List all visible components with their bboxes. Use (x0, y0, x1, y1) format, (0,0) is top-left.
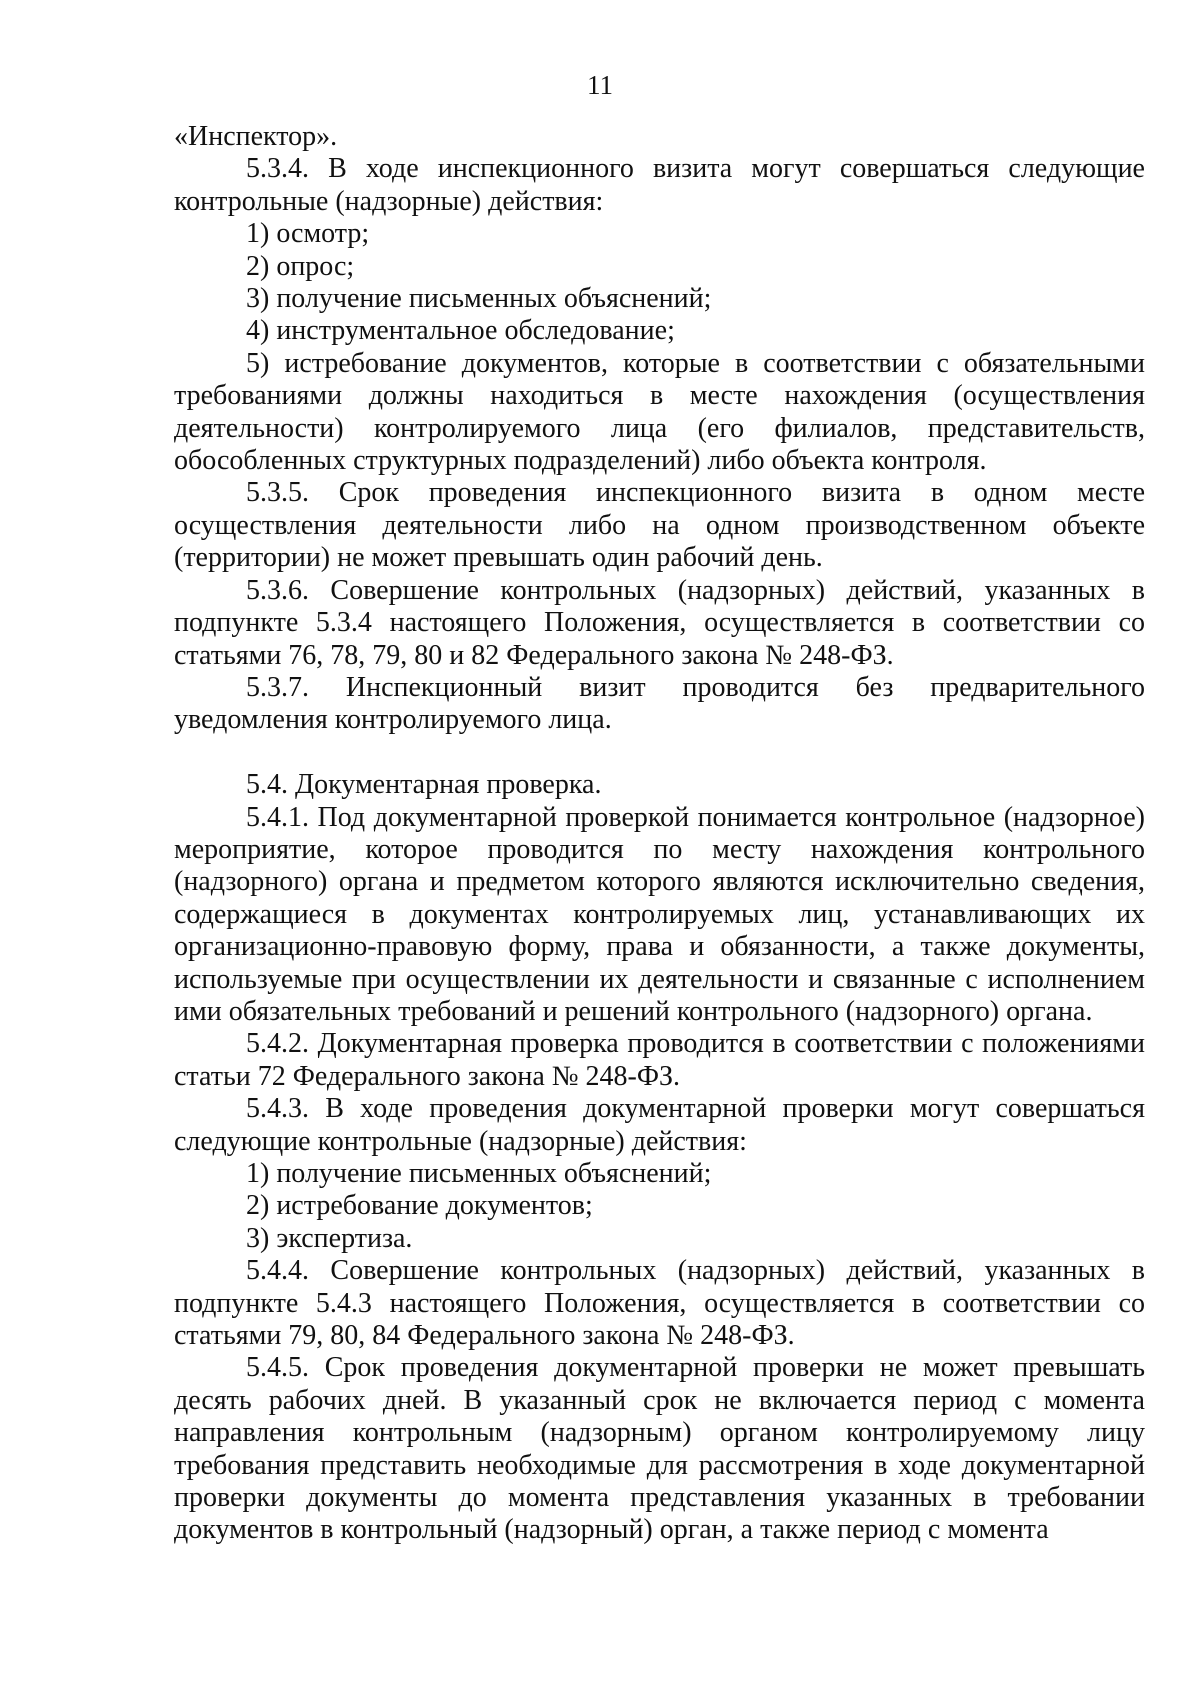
list-item: 2) опрос; (246, 250, 355, 282)
list-item: 1) получение письменных объяснений; (246, 1157, 712, 1189)
list-item: 3) получение письменных объяснений; (246, 283, 712, 315)
list-item: 4) инструментальное обследование; (246, 315, 675, 347)
list-item: 1) осмотр; (246, 218, 370, 250)
list-item: 5) истребование документов, которые в соответствии с обязательными требованиями должны находиться в месте нахождения (осуществления деятельности) контролируемого лица (его филиалов, представительств, обособленных структурных подразделений) либо объекта контроля. (174, 347, 1145, 477)
paragraph-5-3-7: 5.3.7. Инспекционный визит проводится без предварительного уведомления контролируемого лица. (174, 671, 1145, 736)
paragraph-5-4-3: 5.4.3. В ходе проведения документарной проверки могут совершаться следующие контрольные (надзорные) действия: (174, 1093, 1145, 1157)
paragraph-5-4-2: 5.4.2. Документарная проверка проводится в соответствии с положениями статьи 72 Федерального закона № 248-ФЗ. (174, 1028, 1145, 1092)
paragraph-continuation: «Инспектор». (174, 121, 338, 152)
paragraph-5-4-1: 5.4.1. Под документарной проверкой понимается контрольное (надзорное) мероприятие, которое проводится по месту нахождения контрольного (надзорного) органа и предметом которого являются исключительно сведения, содержащиеся в документах контролируемых лиц, устанавливающих их организационно-правовую форму, права и обязанности, а также документы, используемые при осуществлении их деятельности и связанные с исполнением ими обязательных требований и решений контрольного (надзорного) органа. (174, 801, 1145, 1027)
list-item: 3) экспертиза. (246, 1222, 413, 1254)
paragraph-5-4-4: 5.4.4. Совершение контрольных (надзорных) действий, указанных в подпункте 5.4.3 настоящего Положения, осуществляется в соответствии со статьями 79, 80, 84 Федерального закона № 248-ФЗ. (174, 1255, 1145, 1352)
section-heading-5-4: 5.4. Документарная проверка. (246, 769, 602, 801)
paragraph-5-4-5: 5.4.5. Срок проведения документарной проверки не может превышать десять рабочих дней. В указанный срок не включается период с момента направления контрольным (надзорным) органом контролируемому лицу требования представить необходимые для рассмотрения в ходе документарной проверки документы до момента представления указанных в требовании документов в контрольный (надзорный) орган, а также период с момента (174, 1352, 1145, 1546)
document-body (174, 121, 1145, 1547)
list-item: 2) истребование документов; (246, 1190, 593, 1222)
paragraph-5-3-4: 5.3.4. В ходе инспекционного визита могут совершаться следующие контрольные (надзорные) действия: (174, 153, 1145, 217)
page-number: 11 (587, 70, 613, 100)
paragraph-5-3-5: 5.3.5. Срок проведения инспекционного визита в одном месте осуществления деятельности либо на одном производственном объекте (территории) не может превышать один рабочий день. (174, 477, 1145, 574)
paragraph-5-3-6: 5.3.6. Совершение контрольных (надзорных) действий, указанных в подпункте 5.3.4 настоящего Положения, осуществляется в соответствии со статьями 76, 78, 79, 80 и 82 Федерального закона № 248-ФЗ. (174, 574, 1145, 671)
